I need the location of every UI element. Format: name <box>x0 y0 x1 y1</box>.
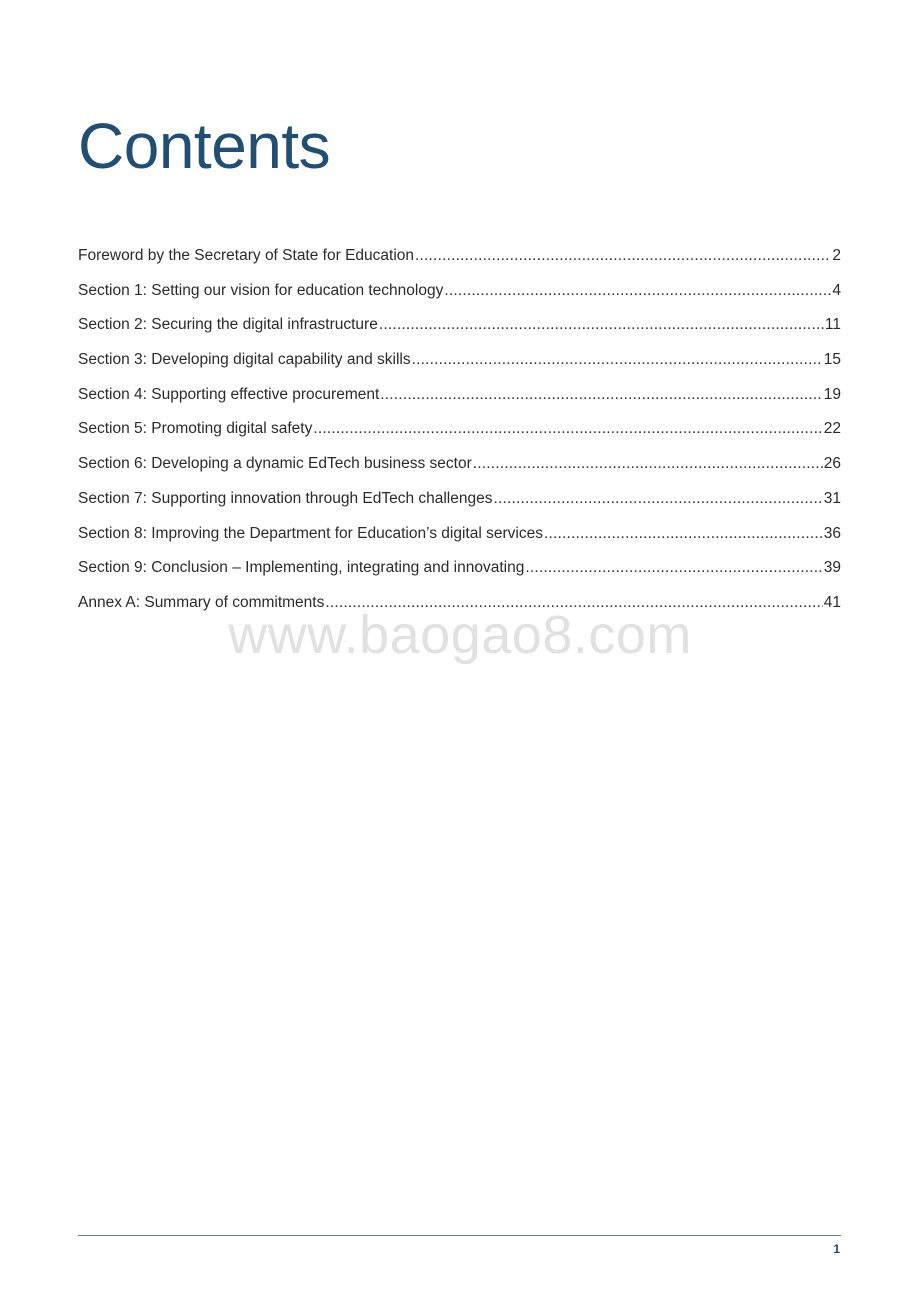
toc-entry-title: Section 8: Improving the Department for Education’s digital services <box>78 524 543 542</box>
dot-leader <box>380 382 822 408</box>
toc-entry-page: 31 <box>823 489 841 507</box>
toc-entry-section-1[interactable] <box>78 278 841 313</box>
dot-leader <box>313 416 822 442</box>
dot-leader <box>412 347 823 373</box>
table-of-contents <box>78 243 841 625</box>
toc-entry-section-5[interactable] <box>78 416 841 451</box>
toc-entry-title: Foreword by the Secretary of State for Education <box>78 247 415 264</box>
toc-entry-title: Section 4: Supporting effective procurement <box>78 385 380 403</box>
toc-entry-section-6[interactable] <box>78 451 841 486</box>
page-number: 1 <box>833 1242 840 1256</box>
toc-entry-page: 2 <box>832 247 841 264</box>
dot-leader <box>415 243 831 269</box>
toc-entry-title: Section 2: Securing the digital infrastructure <box>78 316 378 334</box>
watermark: www.baogao8.com <box>228 605 692 665</box>
toc-entry-page: 41 <box>823 593 841 611</box>
toc-entry-page: 4 <box>832 281 841 299</box>
toc-entry-foreword[interactable] <box>78 243 841 278</box>
toc-entry-title: Section 6: Developing a dynamic EdTech business sector <box>78 455 472 473</box>
toc-entry-page: 11 <box>824 316 841 334</box>
toc-entry-section-3[interactable] <box>78 347 841 382</box>
toc-entry-page: 15 <box>823 351 841 369</box>
toc-entry-page: 19 <box>823 385 841 403</box>
dot-leader <box>325 590 822 616</box>
toc-entry-annex-a[interactable] <box>78 590 841 625</box>
toc-entry-page: 36 <box>823 524 841 542</box>
dot-leader <box>379 312 824 338</box>
dot-leader <box>525 555 822 581</box>
toc-entry-page: 26 <box>823 455 841 473</box>
toc-entry-title: Section 1: Setting our vision for education technology <box>78 281 444 299</box>
toc-entry-section-7[interactable] <box>78 486 841 521</box>
page-title: Contents <box>78 110 331 182</box>
toc-entry-section-9[interactable] <box>78 555 841 590</box>
toc-entry-title: Annex A: Summary of commitments <box>78 593 325 611</box>
dot-leader <box>493 486 822 512</box>
dot-leader <box>444 278 831 304</box>
toc-entry-section-2[interactable] <box>78 312 841 347</box>
toc-entry-page: 22 <box>823 420 841 438</box>
dot-leader <box>473 451 823 477</box>
toc-entry-title: Section 3: Developing digital capability and skills <box>78 351 411 369</box>
toc-entry-page: 39 <box>823 559 841 577</box>
toc-entry-section-8[interactable] <box>78 521 841 556</box>
dot-leader <box>544 521 823 547</box>
footer-divider <box>78 1235 841 1236</box>
toc-entry-title: Section 9: Conclusion – Implementing, integrating and innovating <box>78 559 525 577</box>
toc-entry-title: Section 5: Promoting digital safety <box>78 420 313 438</box>
toc-entry-section-4[interactable] <box>78 382 841 417</box>
toc-entry-title: Section 7: Supporting innovation through EdTech challenges <box>78 489 493 507</box>
